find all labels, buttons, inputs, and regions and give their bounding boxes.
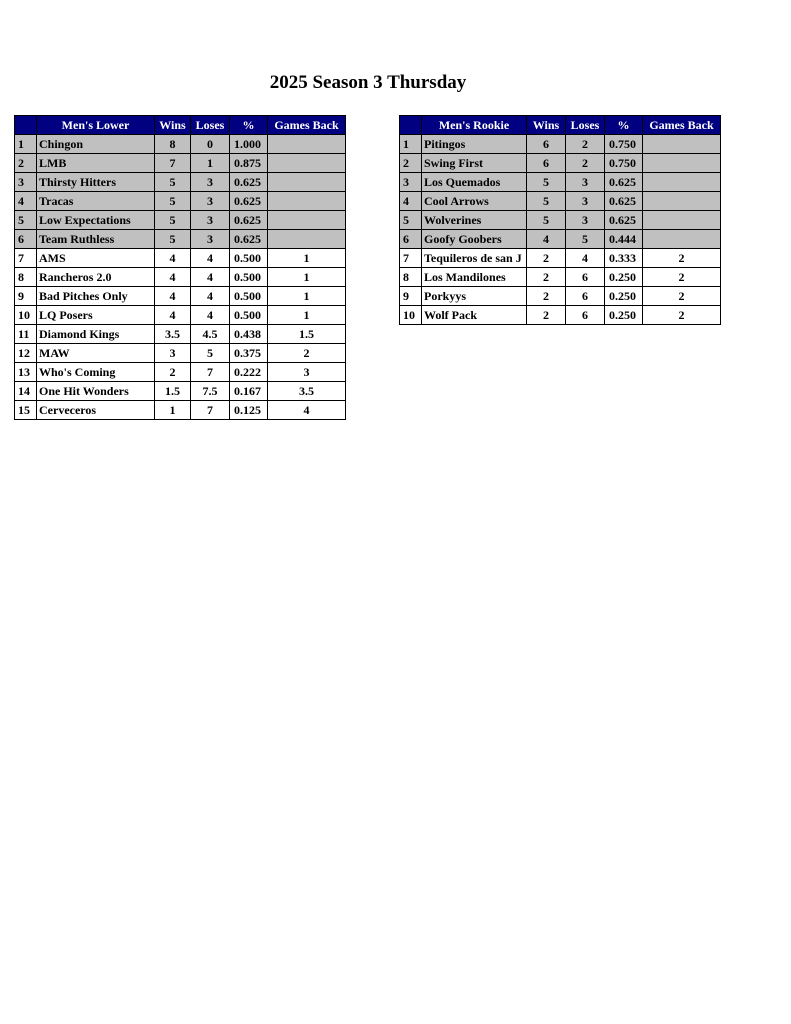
table-row — [15, 268, 346, 287]
loses-cell: 0 — [191, 135, 230, 154]
rank-cell: 9 — [15, 287, 37, 306]
team-name-cell: Who's Coming — [37, 363, 155, 382]
wins-cell: 7 — [155, 154, 191, 173]
table-row — [400, 211, 721, 230]
team-name-cell: LMB — [37, 154, 155, 173]
pct-cell: 0.625 — [605, 173, 643, 192]
rank-header — [15, 116, 37, 135]
pct-cell: 0.750 — [605, 154, 643, 173]
pct-cell: 0.250 — [605, 287, 643, 306]
wins-cell: 5 — [527, 192, 566, 211]
games-back-cell — [268, 173, 346, 192]
loses-header: Loses — [191, 116, 230, 135]
rank-cell: 3 — [15, 173, 37, 192]
games-back-header: Games Back — [268, 116, 346, 135]
loses-cell: 6 — [566, 268, 605, 287]
wins-cell: 1 — [155, 401, 191, 420]
team-name-cell: Low Expectations — [37, 211, 155, 230]
rank-cell: 7 — [400, 249, 422, 268]
rank-cell: 10 — [15, 306, 37, 325]
wins-cell: 5 — [527, 211, 566, 230]
games-back-cell — [268, 192, 346, 211]
loses-header: Loses — [566, 116, 605, 135]
wins-cell: 4 — [155, 249, 191, 268]
pct-cell: 0.875 — [230, 154, 268, 173]
team-header: Men's Lower — [37, 116, 155, 135]
wins-cell: 2 — [527, 249, 566, 268]
wins-cell: 5 — [155, 211, 191, 230]
table-row — [400, 154, 721, 173]
rank-cell: 11 — [15, 325, 37, 344]
rank-cell: 10 — [400, 306, 422, 325]
table-row — [15, 325, 346, 344]
pct-cell: 0.625 — [230, 192, 268, 211]
wins-cell: 2 — [155, 363, 191, 382]
wins-cell: 4 — [155, 268, 191, 287]
wins-cell: 4 — [527, 230, 566, 249]
loses-cell: 2 — [566, 135, 605, 154]
team-name-cell: Swing First — [422, 154, 527, 173]
loses-cell: 4.5 — [191, 325, 230, 344]
rank-cell: 8 — [400, 268, 422, 287]
team-name-cell: AMS — [37, 249, 155, 268]
games-back-cell — [643, 173, 721, 192]
pct-header: % — [230, 116, 268, 135]
loses-cell: 4 — [191, 306, 230, 325]
loses-cell: 4 — [191, 287, 230, 306]
rank-cell: 15 — [15, 401, 37, 420]
table-row — [15, 211, 346, 230]
table-row — [15, 135, 346, 154]
team-name-cell: Los Quemados — [422, 173, 527, 192]
wins-header: Wins — [527, 116, 566, 135]
pct-cell: 0.500 — [230, 249, 268, 268]
wins-cell: 2 — [527, 287, 566, 306]
table-row — [15, 192, 346, 211]
table-row — [15, 154, 346, 173]
loses-cell: 6 — [566, 306, 605, 325]
pct-cell: 0.125 — [230, 401, 268, 420]
wins-cell: 2 — [527, 268, 566, 287]
loses-cell: 7 — [191, 363, 230, 382]
table-row — [15, 249, 346, 268]
games-back-cell — [643, 192, 721, 211]
loses-cell: 3 — [191, 192, 230, 211]
loses-cell: 7 — [191, 401, 230, 420]
games-back-cell — [268, 154, 346, 173]
table-header-row — [15, 116, 346, 135]
team-name-cell: Los Mandilones — [422, 268, 527, 287]
pct-cell: 0.375 — [230, 344, 268, 363]
team-name-cell: Pitingos — [422, 135, 527, 154]
games-back-cell: 4 — [268, 401, 346, 420]
loses-cell: 3 — [191, 211, 230, 230]
team-name-cell: Porkyys — [422, 287, 527, 306]
wins-cell: 5 — [155, 173, 191, 192]
wins-cell: 1.5 — [155, 382, 191, 401]
team-name-cell: Tequileros de san J — [422, 249, 527, 268]
rank-cell: 4 — [400, 192, 422, 211]
pct-cell: 0.500 — [230, 287, 268, 306]
pct-cell: 0.250 — [605, 268, 643, 287]
rank-cell: 6 — [400, 230, 422, 249]
wins-cell: 8 — [155, 135, 191, 154]
rank-cell: 3 — [400, 173, 422, 192]
wins-cell: 6 — [527, 135, 566, 154]
loses-cell: 4 — [566, 249, 605, 268]
rank-cell: 12 — [15, 344, 37, 363]
wins-header: Wins — [155, 116, 191, 135]
loses-cell: 4 — [191, 268, 230, 287]
games-back-cell: 2 — [643, 268, 721, 287]
team-name-cell: Rancheros 2.0 — [37, 268, 155, 287]
loses-cell: 3 — [566, 211, 605, 230]
pct-cell: 0.222 — [230, 363, 268, 382]
team-name-cell: Bad Pitches Only — [37, 287, 155, 306]
table-row — [15, 401, 346, 420]
pct-cell: 0.250 — [605, 306, 643, 325]
pct-cell: 0.438 — [230, 325, 268, 344]
table-row — [400, 249, 721, 268]
wins-cell: 4 — [155, 287, 191, 306]
rank-cell: 1 — [15, 135, 37, 154]
games-back-cell: 2 — [643, 306, 721, 325]
rank-cell: 1 — [400, 135, 422, 154]
games-back-cell — [643, 154, 721, 173]
table-row — [400, 135, 721, 154]
rank-cell: 5 — [400, 211, 422, 230]
games-back-cell: 2 — [643, 249, 721, 268]
pct-cell: 0.500 — [230, 268, 268, 287]
wins-cell: 5 — [155, 192, 191, 211]
rank-cell: 9 — [400, 287, 422, 306]
rank-header — [400, 116, 422, 135]
team-name-cell: One Hit Wonders — [37, 382, 155, 401]
team-name-cell: Wolverines — [422, 211, 527, 230]
page-title: 2025 Season 3 Thursday — [269, 72, 467, 93]
loses-cell: 5 — [191, 344, 230, 363]
wins-cell: 2 — [527, 306, 566, 325]
table-row — [400, 268, 721, 287]
team-name-cell: Wolf Pack — [422, 306, 527, 325]
table-row — [400, 173, 721, 192]
team-name-cell: Goofy Goobers — [422, 230, 527, 249]
games-back-header: Games Back — [643, 116, 721, 135]
table-row — [15, 306, 346, 325]
pct-cell: 0.333 — [605, 249, 643, 268]
rank-cell: 8 — [15, 268, 37, 287]
loses-cell: 6 — [566, 287, 605, 306]
table-row — [15, 363, 346, 382]
loses-cell: 5 — [566, 230, 605, 249]
games-back-cell — [268, 211, 346, 230]
rank-cell: 5 — [15, 211, 37, 230]
table-row — [15, 173, 346, 192]
loses-cell: 1 — [191, 154, 230, 173]
games-back-cell: 1 — [268, 249, 346, 268]
mens-lower-standings-table — [14, 115, 346, 420]
games-back-cell: 3.5 — [268, 382, 346, 401]
table-row — [400, 230, 721, 249]
table-row — [15, 230, 346, 249]
wins-cell: 3.5 — [155, 325, 191, 344]
team-name-cell: Diamond Kings — [37, 325, 155, 344]
rank-cell: 2 — [15, 154, 37, 173]
wins-cell: 6 — [527, 154, 566, 173]
loses-cell: 3 — [566, 192, 605, 211]
team-name-cell: Chingon — [37, 135, 155, 154]
table-row — [400, 192, 721, 211]
wins-cell: 5 — [527, 173, 566, 192]
pct-cell: 0.750 — [605, 135, 643, 154]
table-row — [400, 287, 721, 306]
rank-cell: 2 — [400, 154, 422, 173]
pct-cell: 0.625 — [230, 173, 268, 192]
pct-cell: 0.444 — [605, 230, 643, 249]
team-name-cell: Team Ruthless — [37, 230, 155, 249]
loses-cell: 7.5 — [191, 382, 230, 401]
games-back-cell: 2 — [268, 344, 346, 363]
games-back-cell — [643, 211, 721, 230]
team-name-cell: Cool Arrows — [422, 192, 527, 211]
team-name-cell: MAW — [37, 344, 155, 363]
wins-cell: 4 — [155, 306, 191, 325]
games-back-cell: 1 — [268, 306, 346, 325]
games-back-cell: 1 — [268, 268, 346, 287]
pct-cell: 0.625 — [230, 211, 268, 230]
games-back-cell: 2 — [643, 287, 721, 306]
pct-header: % — [605, 116, 643, 135]
games-back-cell: 3 — [268, 363, 346, 382]
games-back-cell — [643, 135, 721, 154]
games-back-cell — [643, 230, 721, 249]
rank-cell: 4 — [15, 192, 37, 211]
loses-cell: 3 — [191, 173, 230, 192]
pct-cell: 0.625 — [230, 230, 268, 249]
pct-cell: 0.625 — [605, 192, 643, 211]
table-row — [400, 306, 721, 325]
rank-cell: 6 — [15, 230, 37, 249]
team-name-cell: Cerveceros — [37, 401, 155, 420]
table-row — [15, 344, 346, 363]
table-row — [15, 382, 346, 401]
games-back-cell: 1 — [268, 287, 346, 306]
loses-cell: 3 — [566, 173, 605, 192]
table-header-row — [400, 116, 721, 135]
wins-cell: 5 — [155, 230, 191, 249]
pct-cell: 0.167 — [230, 382, 268, 401]
rank-cell: 13 — [15, 363, 37, 382]
team-header: Men's Rookie — [422, 116, 527, 135]
rank-cell: 7 — [15, 249, 37, 268]
team-name-cell: Thirsty Hitters — [37, 173, 155, 192]
wins-cell: 3 — [155, 344, 191, 363]
team-name-cell: Tracas — [37, 192, 155, 211]
games-back-cell — [268, 230, 346, 249]
rank-cell: 14 — [15, 382, 37, 401]
table-row — [15, 287, 346, 306]
loses-cell: 2 — [566, 154, 605, 173]
team-name-cell: LQ Posers — [37, 306, 155, 325]
mens-rookie-standings-table — [399, 115, 721, 325]
loses-cell: 4 — [191, 249, 230, 268]
games-back-cell — [268, 135, 346, 154]
games-back-cell: 1.5 — [268, 325, 346, 344]
pct-cell: 1.000 — [230, 135, 268, 154]
loses-cell: 3 — [191, 230, 230, 249]
pct-cell: 0.625 — [605, 211, 643, 230]
pct-cell: 0.500 — [230, 306, 268, 325]
